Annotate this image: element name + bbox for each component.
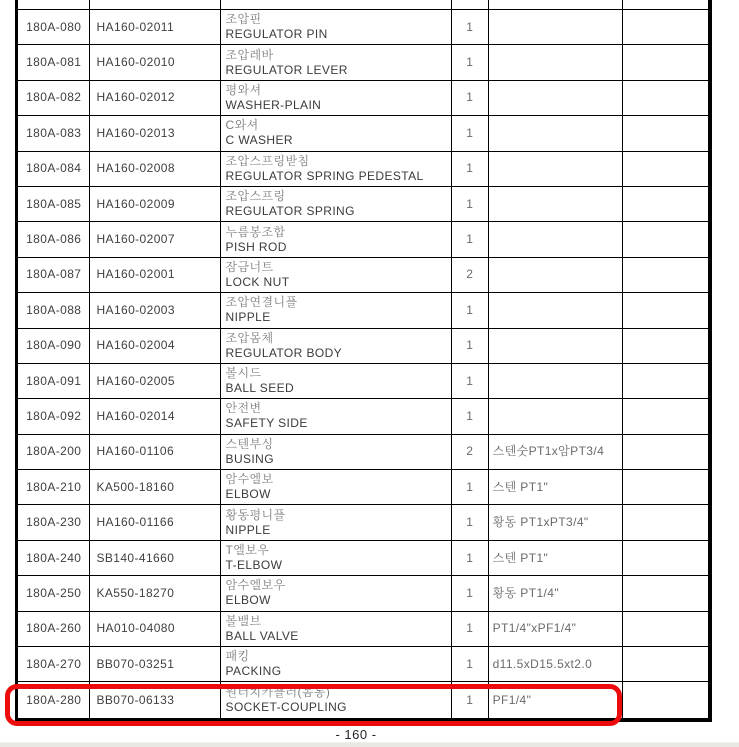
table-row [18, 647, 708, 682]
name-korean: 조압핀 [225, 12, 262, 27]
part-no-cell: 180A-240 [18, 541, 90, 575]
remark-cell [489, 399, 623, 433]
part-no-cell: 180A-260 [18, 612, 90, 646]
description-cell [221, 187, 452, 221]
code-cell: HA010-04080 [90, 612, 220, 646]
name-korean: 볼밸브 [225, 613, 262, 628]
qty-cell: 1 [452, 81, 489, 115]
qty-cell: 1 [452, 505, 489, 539]
qty-cell: 1 [452, 116, 489, 150]
name-korean: 원터치카플러(몸통) [225, 685, 331, 700]
name-english: BALL SEED [225, 381, 295, 396]
part-no-cell: 180A-280 [18, 682, 90, 717]
code-cell: HA160-02008 [90, 152, 220, 186]
part-no-cell: 180A-270 [18, 647, 90, 681]
table-row [18, 682, 708, 717]
name-korean: 조압스프링 [225, 189, 286, 204]
table-row [18, 435, 708, 470]
table-row [18, 258, 708, 293]
remark-cell: 스텐숫PT1x암PT3/4 [489, 435, 623, 469]
name-english: BALL VALVE [225, 628, 299, 643]
qty-cell: 1 [452, 329, 489, 363]
name-english: ELBOW [225, 487, 271, 502]
name-korean: 안전변 [225, 401, 262, 416]
part-no-cell: 180A-086 [18, 222, 90, 256]
description-cell [221, 470, 452, 504]
description-cell [221, 576, 452, 610]
table-row [18, 152, 708, 187]
remark-cell [489, 293, 623, 327]
description-cell [221, 116, 452, 150]
qty-cell: 1 [452, 364, 489, 398]
qty-cell: 1 [452, 612, 489, 646]
name-english: SAFETY SIDE [225, 416, 308, 431]
code-cell: HA160-02014 [90, 399, 220, 433]
extra-cell [623, 222, 708, 256]
remark-cell [489, 10, 623, 44]
code-cell: HA160-02003 [90, 293, 220, 327]
extra-cell [623, 647, 708, 681]
name-korean: 볼시드 [225, 366, 262, 381]
remark-cell [489, 116, 623, 150]
table-row [18, 293, 708, 328]
description-cell [221, 45, 452, 79]
qty-cell: 1 [452, 576, 489, 610]
code-cell [90, 0, 220, 9]
remark-cell [489, 222, 623, 256]
code-cell: KA500-18160 [90, 470, 220, 504]
remark-cell: d11.5xD15.5xt2.0 [489, 647, 623, 681]
qty-cell [452, 0, 489, 9]
description-cell [221, 647, 452, 681]
remark-cell [489, 258, 623, 292]
part-no-cell: 180A-200 [18, 435, 90, 469]
part-no-cell: 180A-250 [18, 576, 90, 610]
table-row [18, 505, 708, 540]
part-no-cell [18, 0, 90, 9]
part-no-cell: 180A-091 [18, 364, 90, 398]
name-korean: 황동평니플 [225, 507, 286, 522]
extra-cell [623, 682, 708, 717]
description-cell [221, 682, 452, 717]
name-korean: C와셔 [225, 118, 259, 133]
description-cell [221, 541, 452, 575]
name-english: C WASHER [225, 133, 293, 148]
code-cell: HA160-02001 [90, 258, 220, 292]
table-row [18, 81, 708, 116]
description-cell [221, 399, 452, 433]
name-english: REGULATOR SPRING [225, 204, 355, 219]
description-cell [221, 612, 452, 646]
qty-cell: 1 [452, 222, 489, 256]
description-cell [221, 0, 452, 9]
name-english: PACKING [225, 664, 282, 679]
part-no-cell: 180A-085 [18, 187, 90, 221]
name-korean: 조압연결니플 [225, 295, 298, 310]
table-row [18, 399, 708, 434]
bottom-band [0, 742, 739, 747]
code-cell: HA160-02007 [90, 222, 220, 256]
name-korean: 조압스프링받침 [225, 153, 310, 168]
qty-cell: 1 [452, 541, 489, 575]
remark-cell: 스텐 PT1" [489, 541, 623, 575]
qty-cell: 1 [452, 45, 489, 79]
name-korean: 누름봉조합 [225, 224, 286, 239]
name-english: T-ELBOW [225, 558, 283, 573]
part-no-cell: 180A-081 [18, 45, 90, 79]
part-no-cell: 180A-092 [18, 399, 90, 433]
table-row [18, 470, 708, 505]
code-cell: HA160-02011 [90, 10, 220, 44]
name-english: REGULATOR LEVER [225, 62, 348, 77]
code-cell: HA160-02005 [90, 364, 220, 398]
description-cell [221, 10, 452, 44]
extra-cell [623, 470, 708, 504]
table-row [18, 116, 708, 151]
extra-cell [623, 81, 708, 115]
part-no-cell: 180A-088 [18, 293, 90, 327]
code-cell: SB140-41660 [90, 541, 220, 575]
name-english: REGULATOR PIN [225, 27, 328, 42]
name-english: WASHER-PLAIN [225, 97, 322, 112]
remark-cell [489, 81, 623, 115]
code-cell: HA160-02009 [90, 187, 220, 221]
name-korean: 스텐부싱 [225, 436, 274, 451]
name-english: LOCK NUT [225, 274, 290, 289]
name-english: PISH ROD [225, 239, 287, 254]
name-english: REGULATOR SPRING PEDESTAL [225, 168, 424, 183]
description-cell [221, 505, 452, 539]
description-cell [221, 364, 452, 398]
part-no-cell: 180A-210 [18, 470, 90, 504]
table-row [18, 612, 708, 647]
code-cell: KA550-18270 [90, 576, 220, 610]
remark-cell: 스텐 PT1" [489, 470, 623, 504]
extra-cell [623, 364, 708, 398]
remark-cell: 황동 PT1/4" [489, 576, 623, 610]
name-korean: 암수엘보 [225, 472, 274, 487]
table-row [18, 45, 708, 80]
name-korean: 암수엘보우 [225, 578, 286, 593]
description-cell [221, 435, 452, 469]
partial-top-row [18, 0, 708, 10]
qty-cell: 1 [452, 187, 489, 221]
remark-cell: PF1/4" [489, 682, 623, 717]
name-english: REGULATOR BODY [225, 345, 343, 360]
remark-cell [489, 364, 623, 398]
description-cell [221, 258, 452, 292]
name-english: BUSING [225, 451, 274, 466]
qty-cell: 1 [452, 10, 489, 44]
name-korean: 평와셔 [225, 82, 262, 97]
extra-cell [623, 258, 708, 292]
description-cell [221, 222, 452, 256]
part-no-cell: 180A-230 [18, 505, 90, 539]
extra-cell [623, 116, 708, 150]
table-row [18, 187, 708, 222]
extra-cell [623, 293, 708, 327]
part-no-cell: 180A-084 [18, 152, 90, 186]
parts-table [15, 0, 712, 722]
code-cell: HA160-01106 [90, 435, 220, 469]
code-cell: HA160-02012 [90, 81, 220, 115]
table-row [18, 576, 708, 611]
qty-cell: 2 [452, 258, 489, 292]
extra-cell [623, 612, 708, 646]
name-korean: 패킹 [225, 649, 250, 664]
extra-cell [623, 0, 708, 9]
extra-cell [623, 505, 708, 539]
name-english: NIPPLE [225, 522, 271, 537]
qty-cell: 1 [452, 682, 489, 717]
remark-cell [489, 187, 623, 221]
name-korean: T엘보우 [225, 543, 270, 558]
part-no-cell: 180A-087 [18, 258, 90, 292]
extra-cell [623, 329, 708, 363]
page-number: - 160 - [335, 727, 377, 742]
name-english: SOCKET-COUPLING [225, 700, 347, 715]
name-english: ELBOW [225, 593, 271, 608]
code-cell: BB070-03251 [90, 647, 220, 681]
extra-cell [623, 10, 708, 44]
code-cell: HA160-01166 [90, 505, 220, 539]
part-no-cell: 180A-082 [18, 81, 90, 115]
code-cell: BB070-06133 [90, 682, 220, 717]
remark-cell [489, 45, 623, 79]
qty-cell: 1 [452, 152, 489, 186]
remark-cell [489, 0, 623, 9]
description-cell [221, 293, 452, 327]
table-row [18, 364, 708, 399]
extra-cell [623, 187, 708, 221]
name-english: NIPPLE [225, 310, 271, 325]
name-korean: 조압몸체 [225, 330, 274, 345]
remark-cell [489, 329, 623, 363]
extra-cell [623, 435, 708, 469]
description-cell [221, 329, 452, 363]
part-no-cell: 180A-080 [18, 10, 90, 44]
extra-cell [623, 576, 708, 610]
remark-cell [489, 152, 623, 186]
name-korean: 잠금너트 [225, 259, 274, 274]
extra-cell [623, 541, 708, 575]
parts-table-body [18, 10, 708, 718]
table-row [18, 10, 708, 45]
table-row [18, 222, 708, 257]
code-cell: HA160-02010 [90, 45, 220, 79]
extra-cell [623, 45, 708, 79]
remark-cell: 황동 PT1xPT3/4" [489, 505, 623, 539]
qty-cell: 1 [452, 293, 489, 327]
remark-cell: PT1/4"xPF1/4" [489, 612, 623, 646]
part-no-cell: 180A-083 [18, 116, 90, 150]
qty-cell: 2 [452, 435, 489, 469]
qty-cell: 1 [452, 470, 489, 504]
description-cell [221, 81, 452, 115]
description-cell [221, 152, 452, 186]
qty-cell: 1 [452, 399, 489, 433]
extra-cell [623, 152, 708, 186]
code-cell: HA160-02013 [90, 116, 220, 150]
table-row [18, 329, 708, 364]
name-korean: 조압레바 [225, 47, 274, 62]
qty-cell: 1 [452, 647, 489, 681]
extra-cell [623, 399, 708, 433]
code-cell: HA160-02004 [90, 329, 220, 363]
table-row [18, 541, 708, 576]
part-no-cell: 180A-090 [18, 329, 90, 363]
